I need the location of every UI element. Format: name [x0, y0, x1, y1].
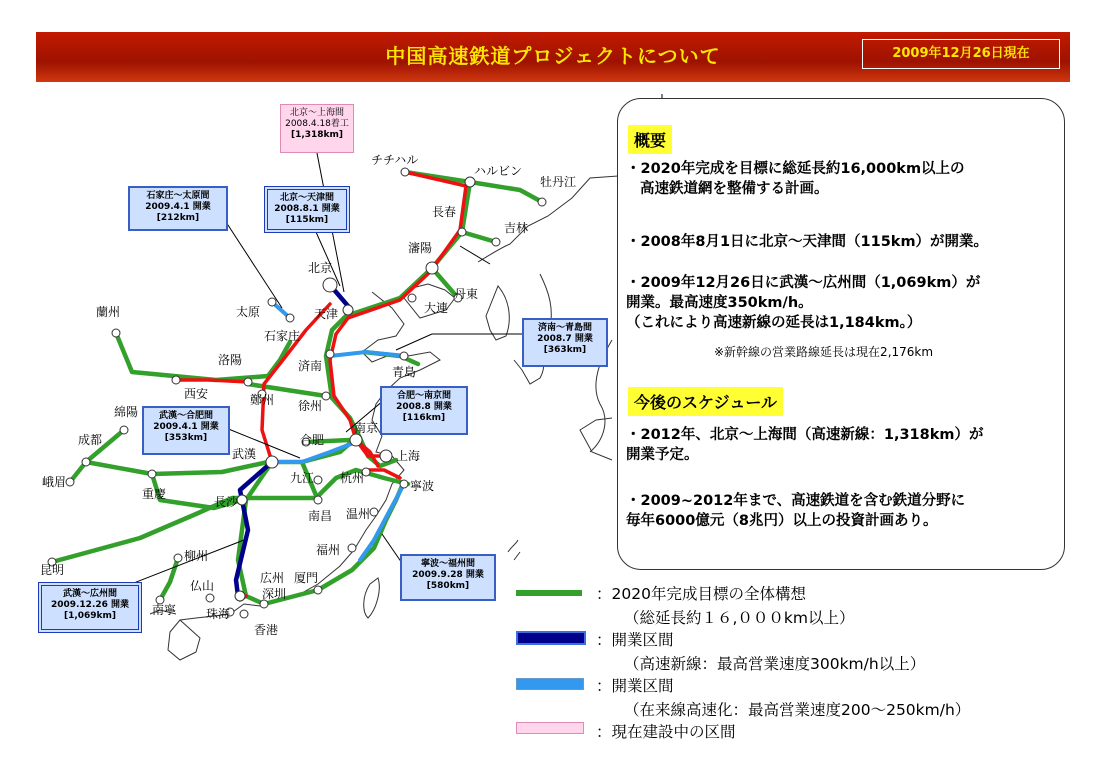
city-nanjing: 南京 [354, 421, 379, 435]
city-taiyuan: 太原 [236, 305, 261, 319]
overview-point-1-line-1: ・2020年完成を目標に総延長約16,000km以上の [626, 161, 965, 177]
city-guangzhou: 広州 [260, 571, 285, 585]
callout-route: 武漢～広州間 [62, 589, 117, 599]
city-nanning: 南寧 [152, 603, 177, 617]
callout-length: [353km] [164, 433, 208, 443]
city-wuhan: 武漢 [232, 447, 257, 461]
date-badge: 2009年12月26日現在 [862, 39, 1060, 69]
callout-length: [363km] [543, 345, 587, 355]
city-xuzhou: 徐州 [298, 399, 323, 413]
overview-point-3-line-1: ・2009年12月26日に武漢～広州間（1,069km）が [626, 275, 981, 291]
city-changsha: 長沙 [214, 495, 239, 509]
legend-open-high-label: ：開業区間 [596, 631, 674, 649]
legend-planned-label: ：2020年完成目標の全体構想 [596, 585, 806, 603]
city-foshan: 仏山 [190, 579, 215, 593]
city-shanghai: 上海 [396, 449, 421, 463]
legend-swatch-planned [516, 590, 582, 596]
callout-wuhan-hefei [142, 406, 230, 455]
city-nanchang: 南昌 [308, 509, 333, 523]
overview-point-1-line-2: 高速鉄道網を整備する計画。 [640, 181, 829, 197]
legend-open-upgrade-sub: （在来線高速化：最高営業速度200～250km/h） [624, 701, 971, 719]
legend-open-high-sub: （高速新線：最高営業速度300km/h以上） [624, 655, 926, 673]
legend-planned-sub: （総延長約１６,０００km以上） [624, 609, 855, 627]
overview-point-1 [626, 159, 965, 199]
callout-length: [580km] [426, 581, 470, 591]
callout-hefei-nanjing [380, 386, 468, 435]
city-zhuhai: 珠海 [206, 607, 231, 621]
city-changchun: 長春 [432, 205, 457, 219]
legend-open-upgrade-label: ：開業区間 [596, 677, 674, 695]
callout-jinan-qingdao [522, 318, 608, 367]
legend-construction-label: ：現在建設中の区間 [596, 723, 736, 741]
callout-route: 石家庄～太原間 [146, 191, 210, 201]
overview-point-3 [626, 273, 980, 333]
callout-route: 武漢～合肥間 [158, 411, 213, 421]
city-hangzhou: 杭州 [340, 471, 365, 485]
schedule-point-2 [626, 491, 965, 531]
city-fuzhou: 福州 [316, 543, 341, 557]
callout-beijing-shanghai [280, 104, 354, 153]
schedule-point-2-line-2: 毎年6000億元（8兆円）以上の投資計画あり。 [626, 513, 938, 529]
city-ningbo: 寧波 [410, 479, 435, 493]
callout-route: 済南～青島間 [537, 323, 592, 333]
city-luoyang: 洛陽 [218, 353, 243, 367]
city-qiqihar: チチハル [371, 153, 419, 167]
callout-length: [1,318km] [290, 130, 344, 140]
overview-point-2: ・2008年8月1日に北京～天津間（115km）が開業。 [626, 234, 989, 250]
callout-length: [212km] [156, 213, 200, 223]
callout-date: 2008.8.1 開業 [274, 204, 340, 214]
page-title: 中国高速鉄道プロジェクトについて [385, 44, 721, 68]
shinkansen-note: ※新幹線の営業路線延長は現在2,176km [714, 345, 934, 359]
callout-date: 2008.8 開業 [396, 402, 452, 412]
city-dandong: 丹東 [454, 287, 479, 301]
city-lanzhou: 蘭州 [96, 305, 121, 319]
callout-date: 2008.7 開業 [537, 334, 593, 344]
schedule-tag: 今後のスケジュール [628, 387, 783, 416]
callout-date: 2008.4.18着工 [285, 119, 349, 129]
city-emei: 峨眉 [42, 475, 67, 489]
callout-route: 北京～天津間 [279, 193, 334, 203]
city-xiamen: 厦門 [294, 571, 319, 585]
city-chongqing: 重慶 [142, 487, 167, 501]
city-dalian: 大連 [424, 301, 449, 315]
city-hefei: 合肥 [300, 433, 325, 447]
callout-length: [115km] [285, 215, 329, 225]
city-mianyang: 綿陽 [114, 405, 139, 419]
schedule-point-1-line-2: 開業予定。 [626, 447, 699, 463]
callout-date: 2009.4.1 開業 [153, 422, 219, 432]
city-shenzhen: 深圳 [262, 587, 287, 601]
city-jiujiang: 九江 [290, 471, 315, 485]
city-jilin: 吉林 [504, 221, 529, 235]
legend-swatch-open-upgrade [516, 678, 584, 690]
callout-route: 合肥～南京間 [396, 391, 451, 401]
callout-length: [1,069km] [63, 611, 117, 621]
city-shijiazhuang: 石家庄 [264, 329, 301, 343]
callout-shijiazhuang-taiyuan [128, 186, 228, 231]
city-qingdao: 青島 [392, 365, 417, 379]
city-liuzhou: 柳州 [184, 549, 209, 563]
schedule-point-1 [626, 425, 983, 465]
callout-date: 2009.12.26 開業 [50, 600, 130, 610]
city-hongkong: 香港 [254, 623, 279, 637]
legend-swatch-open-high [516, 631, 586, 645]
schedule-point-2-line-1: ・2009~2012年まで、高速鉄道を含む鉄道分野に [626, 493, 966, 509]
callout-route: 北京～上海間 [289, 108, 344, 118]
planned-routes [52, 172, 542, 604]
city-kunming: 昆明 [40, 563, 65, 577]
overview-point-3-line-2: 開業。最高速度350km/h。 [626, 295, 813, 311]
city-tianjin: 天津 [314, 307, 339, 321]
info-panel [617, 98, 1065, 570]
schedule-point-1-line-1: ・2012年、北京～上海間（高速新線：1,318km）が [626, 427, 984, 443]
city-chengdu: 成都 [78, 433, 103, 447]
overview-point-3-line-3: （これにより高速新線の延長は1,184km。） [626, 315, 922, 331]
city-xian: 西安 [184, 387, 209, 401]
callout-date: 2009.9.28 開業 [412, 570, 484, 580]
callout-ningbo-fuzhou [400, 554, 496, 601]
city-wenzhou: 温州 [346, 507, 371, 521]
city-shenyang: 瀋陽 [408, 241, 433, 255]
callout-date: 2009.4.1 開業 [145, 202, 211, 212]
callout-wuhan-guangzhou [38, 582, 142, 633]
callout-route: 寧波～福州間 [420, 559, 475, 569]
city-zhengzhou: 鄭州 [250, 393, 275, 407]
city-harbin: ハルビン [474, 164, 523, 178]
route-lines [52, 172, 542, 604]
city-mudanjiang: 牡丹江 [540, 175, 577, 189]
city-beijing: 北京 [308, 261, 333, 275]
city-jinan: 済南 [298, 359, 323, 373]
overview-tag: 概要 [628, 125, 672, 154]
legend-swatch-construction [516, 722, 584, 734]
callout-beijing-tianjin [264, 186, 350, 233]
callout-length: [116km] [402, 413, 446, 423]
